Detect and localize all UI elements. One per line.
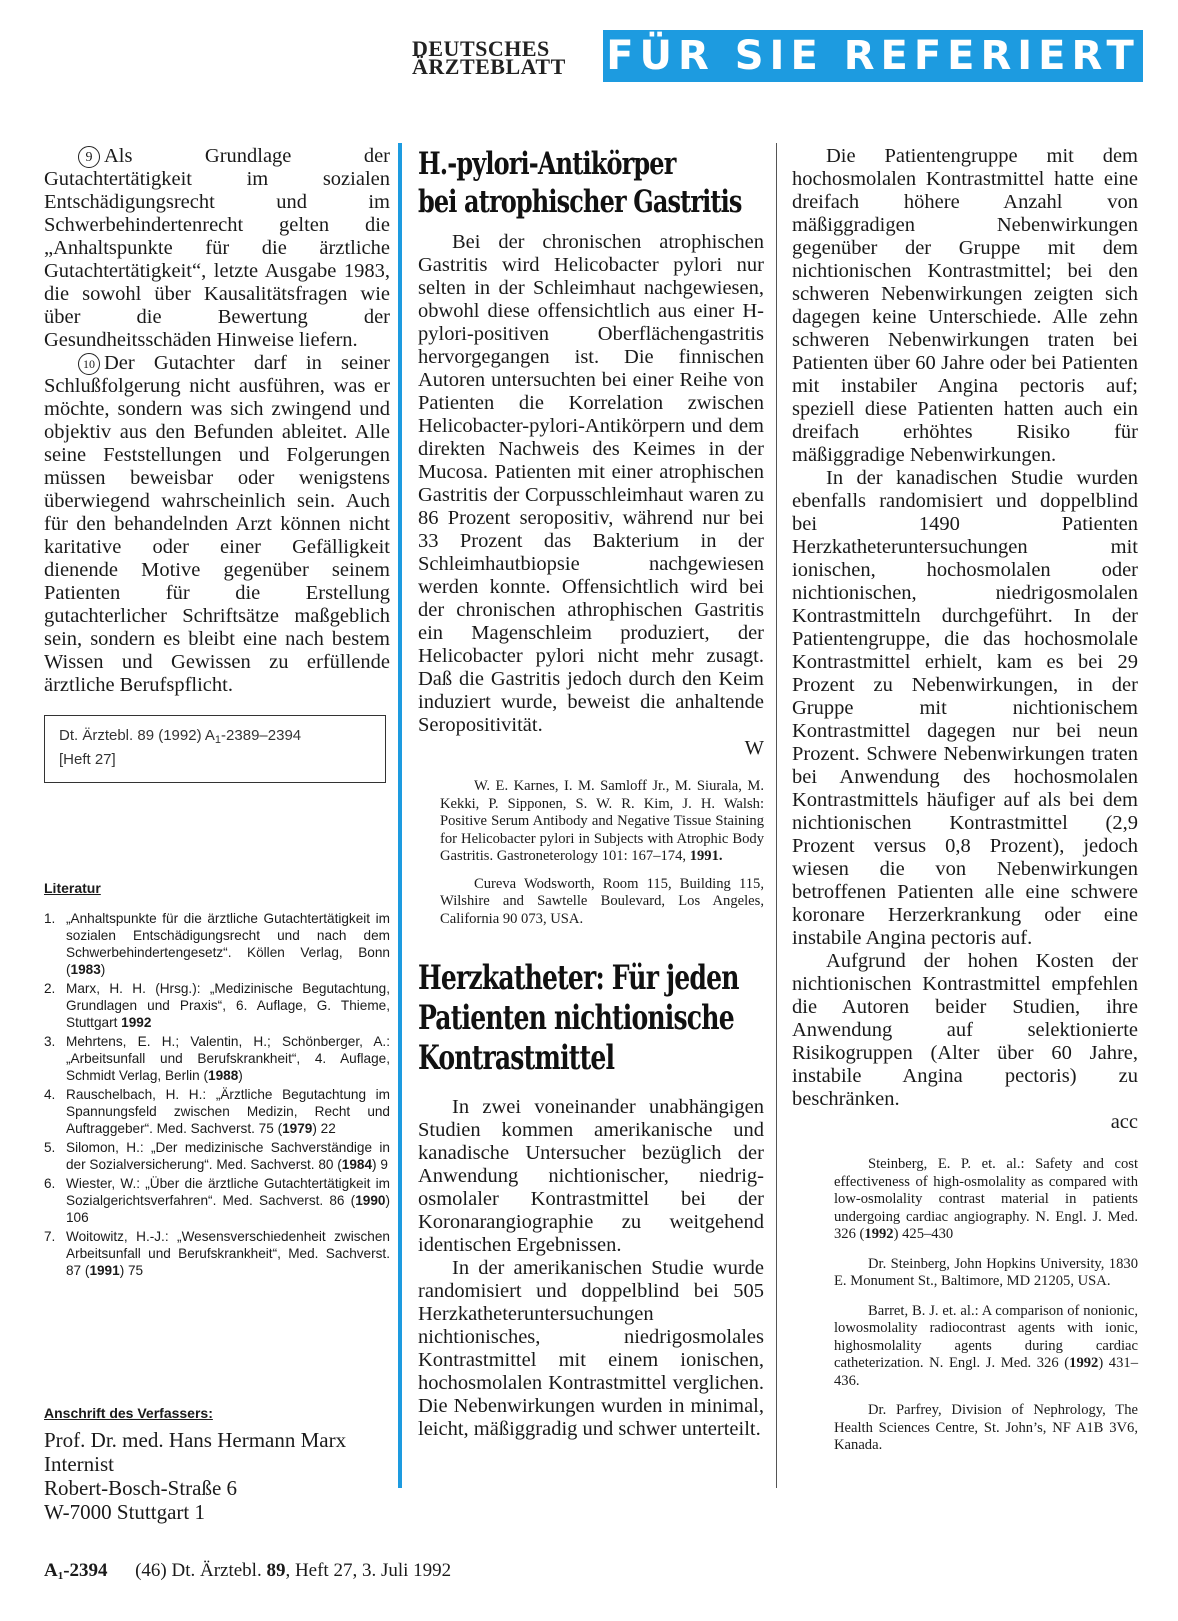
column-1 bbox=[44, 145, 390, 783]
literature-item-text: Rauschelbach, H. H.: „Ärztliche Begutachtung im Spannungsfeld zwischen Medizin, Recht und Auftraggeber“. Med. Sachverst. 75 ( bbox=[66, 1087, 390, 1136]
item-9-text: Als Grundlage der Gutachtertätigkeit im sozialen Entschädigungsrecht und im Schwerbehindertenrecht gelten die „Anhaltspunkte für die ärztliche Gutachtertätigkeit“, letzte Ausgabe 1983, die sowohl über Kausalitätsfragen wie über die Bewertung der Gesundheitsschäden Hinweise liefern. bbox=[44, 145, 390, 351]
literature-item-number: 5. bbox=[44, 1140, 56, 1155]
literature-item bbox=[44, 1086, 390, 1137]
item-10-text: Der Gutachter darf in seiner Schlußfolgerung nicht ausführen, was er möchte, sondern was sich zwingend und objektiv aus den Befunden ableitet. Alle seine Feststellungen und Folgerungen müssen beweisbar oder wenigstens überwiegend wahrscheinlich sein. Auch für den behandelnden Arzt können nicht karitative oder einer Gefälligkeit dienende Motive gegenüber seinem Patienten für die Erstellung gutachterlicher Schriftsätze maßgeblich sein, sondern es bleibt eine nach bestem Wissen und Gewissen zu erfüllende ärztliche Berufspflicht. bbox=[44, 352, 390, 696]
reference-year: 1992 bbox=[1069, 1355, 1099, 1371]
literature-item bbox=[44, 1033, 390, 1084]
page-sub: 1 bbox=[57, 1570, 64, 1582]
footer-issue: , Heft 27, 3. Juli 1992 bbox=[285, 1560, 452, 1581]
literature-item bbox=[44, 1139, 390, 1173]
paragraph-item-9 bbox=[44, 145, 390, 352]
article-1-signoff bbox=[418, 737, 764, 760]
literature-list bbox=[44, 910, 390, 1281]
page-prefix: A bbox=[44, 1560, 58, 1581]
literature-item-suffix: ) 22 bbox=[312, 1121, 336, 1136]
footer-volume: 89 bbox=[266, 1560, 286, 1581]
citation-pages: -2389–2394 bbox=[221, 727, 302, 744]
literature-item-text: Woitowitz, H.-J.: „Wesensverschiedenheit zwischen Arbeitsunfall und Berufskrankheit“, Med. Sachverst. 87 ( bbox=[66, 1229, 390, 1278]
reference bbox=[440, 778, 764, 866]
literature-heading: Literatur bbox=[44, 880, 101, 896]
article-2-signoff bbox=[792, 1111, 1138, 1134]
literature-item-text: Wiester, W.: „Über die ärztliche Gutachtertätigkeit im Sozialgerichtsverfahren“. Med. Sachverst. 86 ( bbox=[66, 1176, 390, 1208]
literature-item-text: „Anhaltspunkte für die ärztliche Gutachtertätigkeit im sozialen Entschädigungsrecht und nach dem Schwerbehindertengesetz“. Köllen Verlag, Bonn ( bbox=[66, 911, 390, 977]
page-suffix: -2394 bbox=[63, 1560, 108, 1581]
literature-item-year: 1984 bbox=[341, 1157, 373, 1172]
literature-item-suffix: ) bbox=[238, 1068, 243, 1083]
literature-item-year: 1979 bbox=[282, 1121, 313, 1136]
reference bbox=[834, 1156, 1138, 1244]
article-2-references bbox=[792, 1156, 1138, 1455]
headline-line: H.-pylori-Antikörper bbox=[418, 146, 676, 182]
literature-item-year: 1991 bbox=[89, 1263, 120, 1278]
column-divider-right bbox=[776, 143, 777, 1488]
column-2 bbox=[418, 145, 764, 1441]
page-footer bbox=[44, 1560, 451, 1582]
reference-address: Dr. Parfrey, Division of Nephrology, The Health Sciences Centre, St. John’s, NF A1B 3V6, Kanada. bbox=[834, 1402, 1138, 1453]
citation-box bbox=[44, 715, 386, 783]
headline-article-1 bbox=[418, 145, 764, 223]
citation-line-2: [Heft 27] bbox=[59, 751, 116, 768]
literature-item-number: 7. bbox=[44, 1229, 56, 1244]
reference-pages: ) 431–436. bbox=[834, 1355, 1138, 1389]
reference-address: Cureva Wodsworth, Room 115, Building 115, Wilshire and Sawtelle Boulevard, Los Angeles, California 90 073, USA. bbox=[440, 875, 764, 927]
literature-item bbox=[44, 1175, 390, 1226]
masthead-line-2: ÄRZTEBLATT bbox=[412, 54, 566, 79]
author-initial: W bbox=[744, 737, 764, 759]
literature-item-text: Marx, H. H. (Hrsg.): „Medizinische Begutachtung, Grundlagen und Praxis“, 6. Auflage, G. Thieme, Stuttgart bbox=[66, 981, 390, 1030]
literature-item-number: 6. bbox=[44, 1176, 56, 1191]
literature-item-year: 1992 bbox=[121, 1015, 152, 1030]
reference-year: 1992 bbox=[864, 1226, 894, 1242]
literature-item-number: 2. bbox=[44, 981, 56, 996]
literature-item-suffix: ) 75 bbox=[119, 1263, 144, 1278]
article-1-body: Bei der chronischen atrophischen Gastritis wird Helicobacter pylori nur selten in der Schleimhaut nachgewiesen, obwohl diese offensichtlich aus einer H-pylori-positiven Oberflächengastritis hervorgegangen ist. Die finnischen Autoren untersuchten bei einer Reihe von Patienten die Korrelation zwischen Helicobacter-pylori-Antikörpern und dem direkten Nachweis des Keimes in der Mucosa. Patienten mit einer atrophischen Gastritis der Corpusschleimhaut waren zu 86 Prozent seropositiv, während nur bei 33 Prozent das Bakterium in der Schleimhautbiopsie nachgewiesen werden konnte. Offensichtlich wird bei der chronischen athrophischen Gastritis ein Magenschleim produziert, der Helicobacter pylori nicht mehr zusagt. Daß die Gastritis jedoch durch den Keim induziert wurde, beweist die anhaltende Seropositivität. bbox=[418, 231, 764, 736]
address-line: Internist bbox=[44, 1452, 114, 1476]
citation-line-1 bbox=[59, 726, 371, 750]
section-banner: FÜR SIE REFERIERT bbox=[603, 30, 1143, 82]
reference-year: 1991. bbox=[689, 848, 723, 864]
literature-item-suffix: ) 9 bbox=[372, 1157, 388, 1172]
headline-line: Patienten nichtionische bbox=[418, 998, 734, 1038]
address-line: Prof. Dr. med. Hans Hermann Marx bbox=[44, 1428, 347, 1452]
column-3 bbox=[792, 145, 1138, 1455]
headline-line: bei atrophischer Gastritis bbox=[418, 184, 742, 220]
author-initials: acc bbox=[1110, 1111, 1138, 1133]
headline-line: Herzkatheter: Für jeden bbox=[418, 958, 739, 998]
article-2-paragraph: In zwei voneinander unabhängigen Studien kommen amerikanische und kanadische Untersucher bezüglich der Anwendung nichtionischer, niedrig-osmolaler Kontrastmittel bei der Koronarangiographie zu weitgehend identischen Ergebnissen. bbox=[418, 1096, 764, 1256]
literature-item-number: 3. bbox=[44, 1034, 56, 1049]
literature-item-year: 1983 bbox=[70, 962, 101, 977]
address-line: W-7000 Stuttgart 1 bbox=[44, 1500, 205, 1524]
literature-item-year: 1988 bbox=[208, 1068, 239, 1083]
literature-item-number: 1. bbox=[44, 911, 56, 926]
item-number-badge: 10 bbox=[78, 353, 100, 375]
literature-item bbox=[44, 910, 390, 978]
column-divider-left bbox=[398, 143, 402, 1488]
literature-item bbox=[44, 980, 390, 1031]
masthead-line-1: DEUTSCHES bbox=[412, 36, 550, 61]
article-2-paragraph: Die Patientengruppe mit dem hochosmolalen Kontrastmittel hatte eine dreifach höhere Anzahl von mäßiggradigen Nebenwirkungen gegenüber der Gruppe mit dem nichtionischen Kontrastmittel; bei den schweren Nebenwirkungen zeigten sich dagegen keine Unterschiede. Alle zehn schweren Nebenwirkungen traten bei Patienten über 60 Jahre oder bei Patienten mit instabiler Angina pectoris auf; speziell diese Patienten hatten auch ein dreifach erhöhtes Risiko für mäßiggradige Nebenwirkungen. bbox=[792, 145, 1138, 466]
address-line: Robert-Bosch-Straße 6 bbox=[44, 1476, 238, 1500]
reference-text: Barret, B. J. et. al.: A comparison of nonionic, lowosmolality radiocontrast agents with ionic, highosmolality agents during cardiac catheterization. N. Engl. J. Med. 326 ( bbox=[834, 1302, 1138, 1371]
literature-item-suffix: ) bbox=[100, 962, 106, 977]
reference-pages: ) 425–430 bbox=[893, 1226, 954, 1242]
headline-article-2 bbox=[418, 958, 764, 1086]
literature-item-text: Mehrtens, E. H.; Valentin, H.; Schönberger, A.: „Arbeitsunfall und Berufskrankheit“, 4. Auflage, Schmidt Verlag, Berlin ( bbox=[66, 1034, 390, 1083]
author-address bbox=[44, 1428, 390, 1524]
reference-text: W. E. Karnes, I. M. Samloff Jr., M. Siurala, M. Kekki, P. Sipponen, S. W. R. Kim, J. H. Walsh: Positive Serum Antibody and Negative Tissue Staining for Helicobacter pylori in Subjects with Atrophic Body Gastritis. Gastroneterology 101: 167–174, bbox=[440, 778, 764, 864]
reference bbox=[834, 1303, 1138, 1391]
citation-journal: Dt. Ärztebl. 89 (1992) A bbox=[59, 727, 215, 744]
paragraph-item-10 bbox=[44, 352, 390, 697]
literature-item-suffix: ) 106 bbox=[66, 1193, 390, 1225]
literature-item-year: 1990 bbox=[355, 1193, 386, 1208]
address-heading: Anschrift des Verfassers: bbox=[44, 1405, 213, 1421]
literature-item-number: 4. bbox=[44, 1087, 56, 1102]
journal-masthead bbox=[412, 36, 602, 79]
article-1-references bbox=[418, 778, 764, 928]
citation-sub: 1 bbox=[214, 734, 222, 746]
literature-item bbox=[44, 1228, 390, 1279]
literature-item-text: Silomon, H.: „Der medizinische Sachverständige in der Sozialversicherung“. Med. Sachverst. 80 ( bbox=[66, 1140, 390, 1172]
page-number bbox=[44, 1560, 108, 1581]
article-2-paragraph: In der amerikanischen Studie wurde randomisiert und doppelblind bei 505 Herzkatheteruntersuchungen nichtionisches, niedrigosmolales Kontrastmittel mit einem ionischen, hochosmolalen Kontrastmittel verglichen. Die Nebenwirkungen wurden in minimal, leicht, mäßiggradig und schwer unterteilt. bbox=[418, 1257, 764, 1440]
footer-journal: (46) Dt. Ärztebl. bbox=[135, 1560, 267, 1581]
article-2-paragraph: Aufgrund der hohen Kosten der nichtionischen Kontrastmittel empfehlen die Autoren beider Studien, ihre Anwendung auf selektionierte Risikogruppen (Alter über 60 Jahre, instabile Angina pectoris) zu beschränken. bbox=[792, 950, 1138, 1110]
reference-text: Steinberg, E. P. et. al.: Safety and cost effectiveness of high-osmolality as compared with low-osmolality contrast material in patients undergoing cardiac angiography. N. Engl. J. Med. 326 ( bbox=[834, 1156, 1138, 1242]
reference-address: Dr. Steinberg, John Hopkins University, 1830 E. Monument St., Baltimore, MD 21205, USA. bbox=[834, 1255, 1138, 1289]
headline-line: Kontrastmittel bbox=[418, 1038, 615, 1078]
item-number-badge: 9 bbox=[78, 146, 100, 168]
article-2-paragraph: In der kanadischen Studie wurden ebenfalls randomisiert und doppelblind bei 1490 Patienten Herzkatheteruntersuchungen mit ionischen, hochosmolalen oder nichtionischen, niedrigosmolalen Kontrastmitteln durchgeführt. In der Patientengruppe, die das hochosmolale Kontrastmittel erhielt, kam es bei 29 Prozent zu Nebenwirkungen, in der Gruppe mit nichtionischem Kontrastmittel dagegen nur bei neun Prozent. Schwere Nebenwirkungen traten bei Anwendung des hochosmolalen Kontrastmittels häufiger auf als bei dem nichtionischen Kontrastmittel (2,9 Prozent versus 0,8 Prozent), jedoch wiesen die von Nebenwirkungen betroffenen Patienten alle eine schwere koronare Herzerkrankung oder eine instabile Angina pectoris auf. bbox=[792, 467, 1138, 949]
